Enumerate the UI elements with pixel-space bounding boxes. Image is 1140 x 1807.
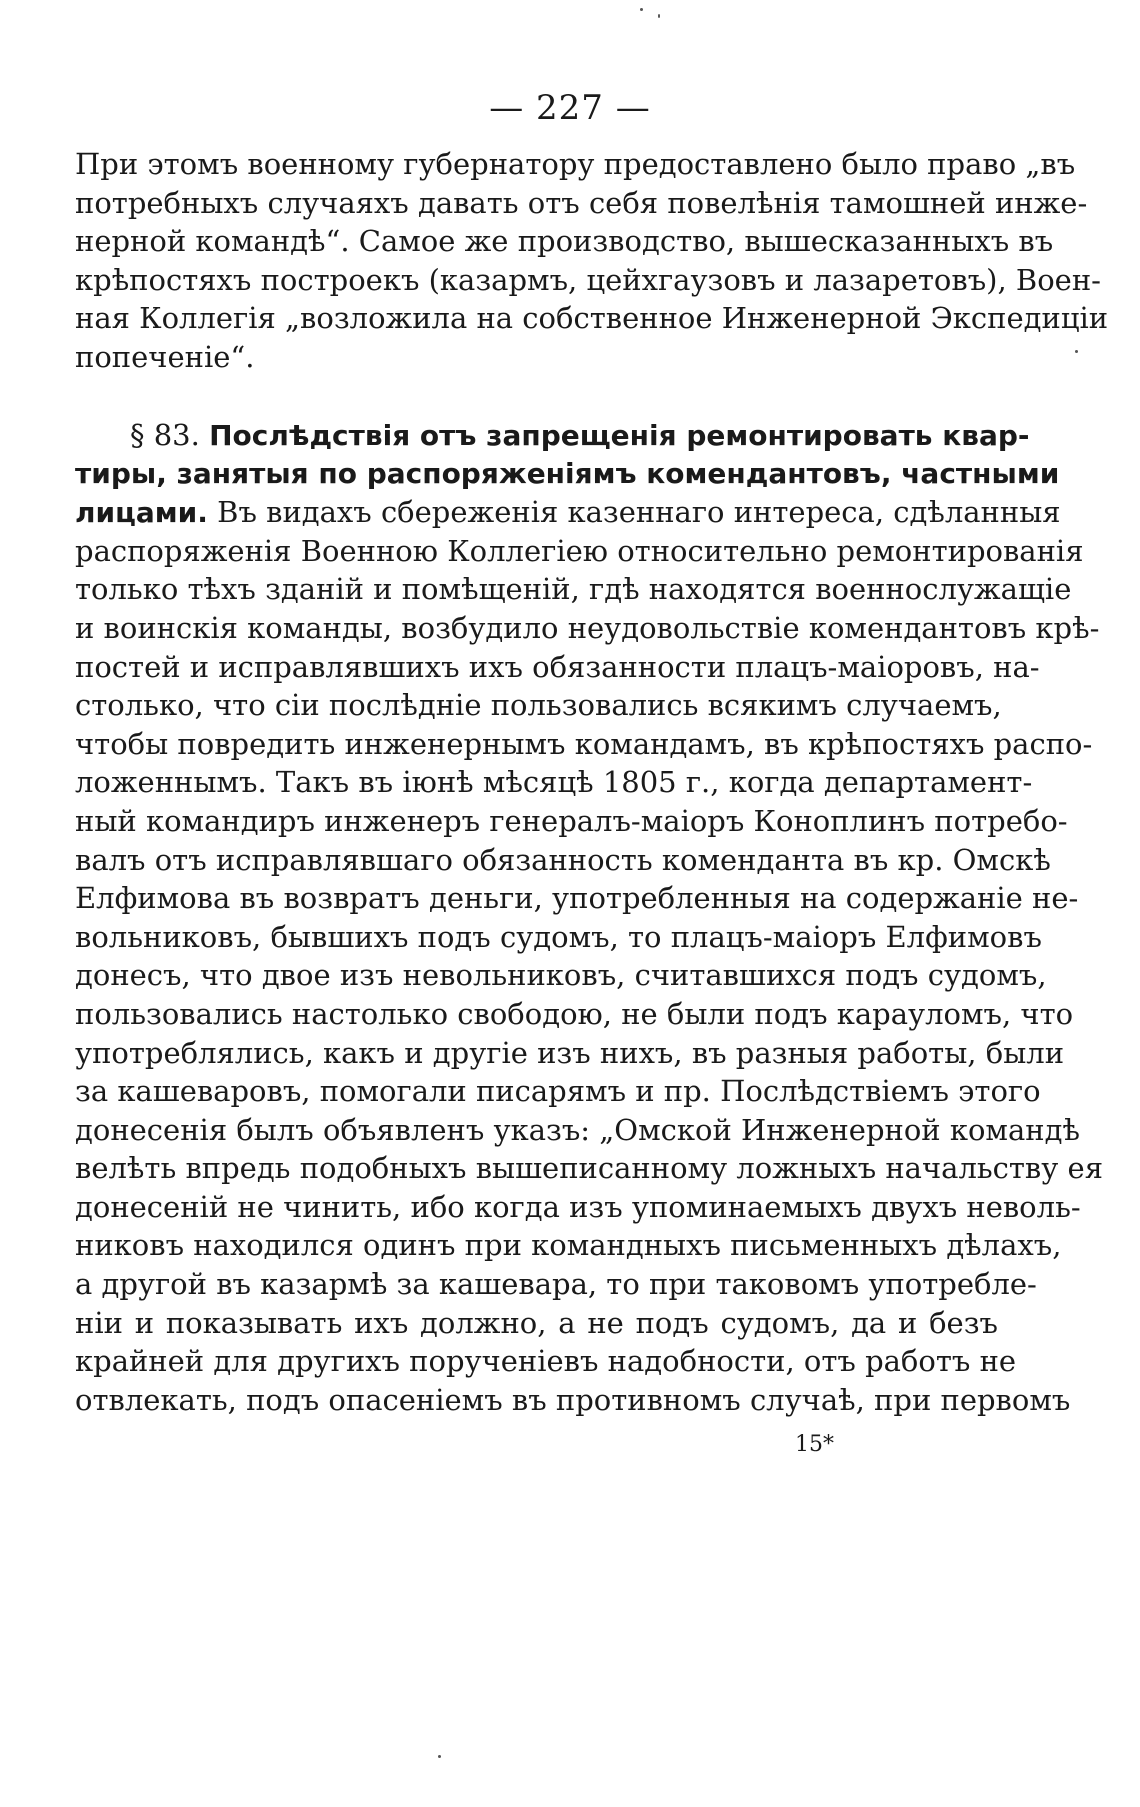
scan-speck xyxy=(658,14,660,18)
section-title-end: лицами. xyxy=(75,496,208,530)
text-line: ная Коллегія „возложила на собственное Инженерной Экспедиціи xyxy=(75,301,1109,336)
signature-mark: 15* xyxy=(795,1432,834,1457)
text-line: Елфимова въ возвратъ деньги, употребленныя на содержаніе не- xyxy=(75,881,1079,916)
text-line: нерной командѣ“. Самое же производство, вышесказанныхъ въ xyxy=(75,224,1054,259)
text-line: только тѣхъ зданій и помѣщеній, гдѣ находятся военнослужащіе xyxy=(75,572,1072,607)
text-line: пользовались настолько свободою, не были подъ карауломъ, что xyxy=(75,996,1074,1031)
text-line: отвлекать, подъ опасеніемъ въ противномъ случаѣ, при первомъ xyxy=(75,1382,1071,1417)
text-line: крайней для другихъ порученіевъ надобности, отъ работъ не xyxy=(75,1344,1017,1379)
text-line: ложеннымъ. Такъ въ іюнѣ мѣсяцѣ 1805 г., когда департамент- xyxy=(75,765,1033,800)
scan-speck xyxy=(1075,350,1078,353)
text-line: донесъ, что двое изъ невольниковъ, считавшихся подъ судомъ, xyxy=(75,958,1047,993)
text-line: постей и исправлявшихъ ихъ обязанности плацъ-маіоровъ, на- xyxy=(75,649,1040,684)
text-line: донесенія былъ объявленъ указъ: „Омской Инженерной командѣ xyxy=(75,1112,1080,1147)
text-line xyxy=(75,493,1061,532)
text-line: ніи и показывать ихъ должно, а не подъ судомъ, да и безъ xyxy=(75,1305,998,1340)
text-line: употреблялись, какъ и другіе изъ нихъ, въ разныя работы, были xyxy=(75,1035,1065,1070)
section-number: § 83. xyxy=(130,418,200,452)
text-line: крѣпостяхъ построекъ (казармъ, цейхгаузовъ и лазаретовъ), Воен- xyxy=(75,262,1101,297)
text-line: никовъ находился одинъ при командныхъ письменныхъ дѣлахъ, xyxy=(75,1228,1062,1263)
text-line: столько, что сіи послѣдніе пользовались всякимъ случаемъ, xyxy=(75,688,1002,723)
scan-speck xyxy=(438,1755,441,1758)
section-heading-line: тиры, занятыя по распоряженіямъ комендантовъ, частными xyxy=(75,456,1060,490)
text-line: попеченіе“. xyxy=(75,339,255,374)
scan-speck xyxy=(640,8,643,11)
section-83 xyxy=(75,416,1103,1419)
section-heading-line xyxy=(75,416,1030,455)
text-line: ный командиръ инженеръ генералъ-маіоръ Коноплинъ потребо- xyxy=(75,803,1068,838)
text-line: а другой въ казармѣ за кашевара, то при таковомъ употребле- xyxy=(75,1267,1037,1302)
text-run: Въ видахъ сбереженія казеннаго интереса, сдѣланныя xyxy=(217,495,1061,530)
text-line: вольниковъ, бывшихъ подъ судомъ, то плацъ-маіоръ Елфимовъ xyxy=(75,919,1042,954)
text-line: донесеній не чинить, ибо когда изъ упоминаемыхъ двухъ неволь- xyxy=(75,1189,1081,1224)
text-line: и воинскія команды, возбудило неудовольствіе комендантовъ крѣ- xyxy=(75,610,1100,645)
text-line: чтобы повредить инженернымъ командамъ, въ крѣпостяхъ распо- xyxy=(75,726,1093,761)
text-line: велѣть впредь подобныхъ вышеписанному ложныхъ начальству ея xyxy=(75,1151,1103,1186)
text-line: распоряженія Военною Коллегіею относительно ремонтированія xyxy=(75,533,1084,568)
text-line: потребныхъ случаяхъ давать отъ себя повелѣнія тамошней инже- xyxy=(75,185,1088,220)
text-line: за кашеваровъ, помогали писарямъ и пр. Послѣдствіемъ этого xyxy=(75,1074,1041,1109)
text-line: валъ отъ исправлявшаго обязанность коменданта въ кр. Омскѣ xyxy=(75,842,1051,877)
section-title-part: Послѣдствія отъ запрещенія ремонтировать квар- xyxy=(209,419,1030,452)
page-number: — 227 — xyxy=(489,88,651,128)
text-line: При этомъ военному губернатору предоставлено было право „въ xyxy=(75,147,1076,181)
paragraph-1 xyxy=(75,145,1109,377)
